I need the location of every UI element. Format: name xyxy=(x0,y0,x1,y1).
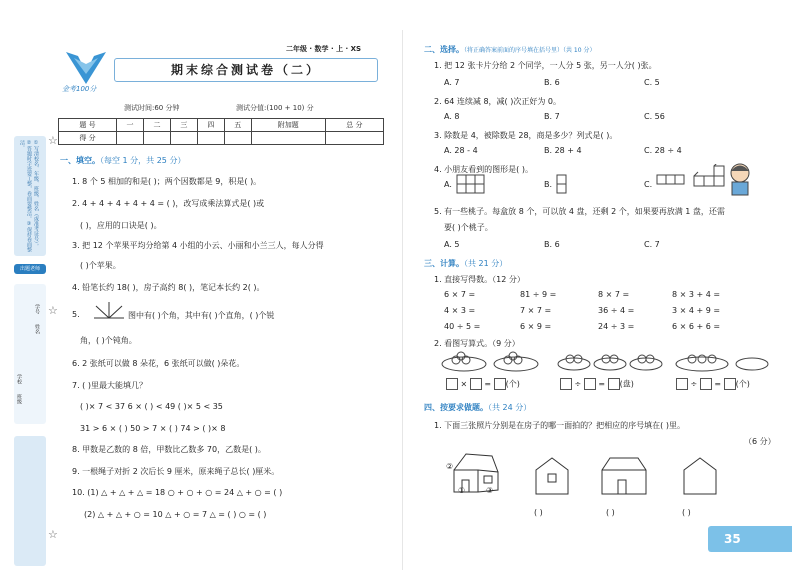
shape-c-icon xyxy=(656,174,686,186)
house-back-icon xyxy=(682,456,718,496)
calc-item: 4 × 3 = xyxy=(444,306,476,315)
question-number: 5. xyxy=(72,310,80,319)
formula-row: ÷ = (个) xyxy=(676,378,750,390)
section-heading: 四、按要求做题。 xyxy=(424,403,488,412)
answer-box[interactable] xyxy=(608,378,620,390)
question-line: ( )，应用的口诀是( )。 xyxy=(80,221,162,230)
peach-plates-icon xyxy=(556,350,666,372)
score-cell[interactable] xyxy=(251,132,325,145)
formula-row: ÷ = (盘) xyxy=(560,378,634,390)
table-row xyxy=(59,132,384,145)
cube-stack-icon xyxy=(692,164,728,194)
calc-item: 8 × 7 = xyxy=(598,290,630,299)
sidebar-notice: ①写清校名、年级、班级、姓名（或准考证号）。②答题时字迹要工整，卷面要整洁。③保持卷面整洁。 xyxy=(19,140,39,252)
calc-item: 8 × 3 + 4 = xyxy=(672,290,721,299)
answer-blank[interactable]: ( ) xyxy=(682,508,691,517)
answer-box[interactable] xyxy=(470,378,482,390)
marker-2: ② xyxy=(446,462,454,471)
score-table xyxy=(58,118,384,145)
calc-item: 6 × 7 = xyxy=(444,290,476,299)
question-line: 1. 8 个 5 相加的和是( )；两个因数都是 9，积是( )。 xyxy=(72,177,262,186)
section-note: （共 24 分） xyxy=(488,403,532,412)
peach-plates-icon xyxy=(672,350,772,372)
unit-label: (个) xyxy=(505,379,520,389)
header-cell: 总 分 xyxy=(325,119,383,132)
option-b[interactable]: B. 6 xyxy=(544,78,560,87)
score-cell[interactable] xyxy=(197,132,224,145)
marker-3: ③ xyxy=(486,486,494,495)
question-line: 3. 除数是 4，被除数是 28，商是多少？列式是( )。 xyxy=(434,131,618,140)
question-line: ( )个苹果。 xyxy=(80,261,121,270)
option-b[interactable]: B. 28 + 4 xyxy=(544,146,582,155)
score-cell[interactable] xyxy=(325,132,383,145)
question-line: 角，( )个钝角。 xyxy=(80,336,137,345)
calc-item: 24 ÷ 3 = xyxy=(598,322,635,331)
option-c[interactable]: C. 28 ÷ 4 xyxy=(644,146,682,155)
answer-box[interactable] xyxy=(700,378,712,390)
child-icon xyxy=(726,162,754,196)
name-label: 姓名 xyxy=(34,324,40,334)
class-label: 班级 xyxy=(16,394,22,404)
option-b[interactable]: B. xyxy=(544,180,553,189)
test-score: 测试分值:(100 + 10) 分 xyxy=(236,104,314,112)
page-number: 35 xyxy=(708,526,792,552)
page-divider xyxy=(402,30,403,570)
angle-figure-icon xyxy=(92,300,126,322)
question-line: 8. 甲数是乙数的 8 倍，甲数比乙数多 70，乙数是( )。 xyxy=(72,445,266,454)
answer-box[interactable] xyxy=(560,378,572,390)
option-c[interactable]: C. 5 xyxy=(644,78,660,87)
score-cell[interactable] xyxy=(224,132,251,145)
section-choice xyxy=(424,44,595,55)
star-icon: ☆ xyxy=(48,134,58,147)
school-label: 学校 xyxy=(16,374,22,384)
marker-1: ① xyxy=(458,486,466,495)
question-line: 2. 64 连续减 8，减( )次正好为 0。 xyxy=(434,97,561,106)
calc-item: 7 × 7 = xyxy=(520,306,552,315)
question-line: (2) △ + △ + ○ = 10 △ + ○ = 7 △ = ( ) ○ = ( ) xyxy=(84,510,267,519)
sidebar-label: 出题老师 xyxy=(19,266,40,272)
house-front-icon xyxy=(600,456,648,496)
option-c[interactable]: C. 56 xyxy=(644,112,665,121)
answer-blank[interactable]: ( ) xyxy=(606,508,615,517)
option-a[interactable]: A. 5 xyxy=(444,240,460,249)
unit-label: (个) xyxy=(735,379,750,389)
question-line: 5. 有一些桃子。每盒放 8 个，可以放 4 盘，还剩 2 个，如果要再放满 1 盘，还需 xyxy=(434,207,725,216)
calc-item: 3 × 4 + 9 = xyxy=(672,306,721,315)
question-line: 31 > 6 × ( ) 50 > 7 × ( ) 74 > ( )× 8 xyxy=(80,424,226,433)
answer-box[interactable] xyxy=(494,378,506,390)
brand-logo xyxy=(58,44,114,94)
shape-a-icon xyxy=(456,174,486,194)
option-a[interactable]: A. xyxy=(444,180,452,189)
header-cell: 四 xyxy=(197,119,224,132)
question-line: 1. 把 12 张卡片分给 2 个同学，一人分 5 张，另一人分( )张。 xyxy=(434,61,657,70)
section-note: （每空 1 分，共 25 分） xyxy=(100,156,186,165)
header-cell: 附加题 xyxy=(251,119,325,132)
grade-tag: 二年级 · 数学 · 上 · XS xyxy=(286,45,362,53)
header-cell: 二 xyxy=(143,119,170,132)
subquestion-title: 1. 直接写得数。（12 分） xyxy=(434,275,525,284)
section-heading: 一、填空。 xyxy=(60,156,100,165)
house-side-icon xyxy=(534,456,570,496)
section-note: （将正确答案前面的序号填在括号里）（共 10 分） xyxy=(464,47,596,54)
unit-label: (盘) xyxy=(619,379,634,389)
option-a[interactable]: A. 7 xyxy=(444,78,460,87)
calc-item: 81 ÷ 9 = xyxy=(520,290,557,299)
formula-row: × = (个) xyxy=(446,378,520,390)
header-cell: 题 号 xyxy=(59,119,117,132)
sidebar-bottom-box xyxy=(14,436,46,566)
calc-item: 36 ÷ 4 = xyxy=(598,306,635,315)
header-cell: 五 xyxy=(224,119,251,132)
star-icon: ☆ xyxy=(48,528,58,541)
question-line: 2. 4 + 4 + 4 + 4 + 4 = ( )，改写成乘法算式是( )或 xyxy=(72,199,265,208)
question-line: 4. 铅笔长约 18( )，房子高约 8( )，笔记本长约 2( )。 xyxy=(72,283,265,292)
calc-item: 6 × 6 + 6 = xyxy=(672,322,721,331)
question-line: 图中有( )个角，其中有( )个直角，( )个锐 xyxy=(128,311,275,320)
calc-item: 40 ÷ 5 = xyxy=(444,322,481,331)
question-line: 10. (1) △ + △ + △ = 18 ○ + ○ + ○ = 24 △ + ○ = ( ) xyxy=(72,488,283,497)
score-cell[interactable] xyxy=(117,132,144,145)
answer-box[interactable] xyxy=(724,378,736,390)
calc-item: 6 × 9 = xyxy=(520,322,552,331)
question-line: ( )× 7 < 37 6 × ( ) < 49 ( )× 5 < 35 xyxy=(80,402,223,411)
option-b[interactable]: B. 7 xyxy=(544,112,560,121)
table-row xyxy=(59,119,384,132)
exam-title: 期末综合测试卷（二） xyxy=(114,58,378,82)
test-time: 测试时间:60 分钟 xyxy=(124,104,180,112)
question-line: 3. 把 12 个苹果平均分给第 4 小组的小云、小丽和小兰三人，每人分得 xyxy=(72,241,324,250)
answer-box[interactable] xyxy=(676,378,688,390)
student-id-label: 学号 xyxy=(34,304,40,314)
option-c[interactable]: C. xyxy=(644,180,653,189)
question-line: 9. 一根绳子对折 2 次后长 9 厘米，原来绳子总长( )厘米。 xyxy=(72,467,280,476)
points-label: （6 分） xyxy=(744,437,776,446)
score-cell[interactable] xyxy=(143,132,170,145)
section-fill-blanks xyxy=(60,155,185,166)
notice-box xyxy=(14,136,46,256)
peach-plates-icon xyxy=(440,350,550,372)
star-icon: ☆ xyxy=(48,304,58,317)
section-heading: 三、计算。 xyxy=(424,259,464,268)
answer-box[interactable] xyxy=(584,378,596,390)
subquestion-title: 2. 看图写算式。（9 分） xyxy=(434,339,520,348)
header-cell: 三 xyxy=(170,119,197,132)
shape-b-icon xyxy=(556,174,568,194)
section-tasks xyxy=(424,402,531,413)
header-cell: 一 xyxy=(117,119,144,132)
logo-text: 金考100分 xyxy=(62,85,97,93)
score-label: 得 分 xyxy=(59,132,117,145)
sidebar-label-box xyxy=(14,264,46,274)
question-line: 1. 下面三张照片分别是在房子的哪一面拍的？把相应的序号填在( )里。 xyxy=(434,421,685,430)
binding-sidebar xyxy=(4,36,58,576)
option-a[interactable]: A. 28 - 4 xyxy=(444,146,478,155)
section-calculation xyxy=(424,258,507,269)
section-note: （共 21 分） xyxy=(464,259,508,268)
option-b[interactable]: B. 6 xyxy=(544,240,560,249)
answer-box[interactable] xyxy=(446,378,458,390)
student-info-box xyxy=(14,284,46,424)
answer-blank[interactable]: ( ) xyxy=(534,508,543,517)
option-c[interactable]: C. 7 xyxy=(644,240,660,249)
score-cell[interactable] xyxy=(170,132,197,145)
section-heading: 二、选择。 xyxy=(424,45,464,54)
option-a[interactable]: A. 8 xyxy=(444,112,460,121)
house-3d-icon xyxy=(444,450,504,496)
question-line: 4. 小朋友看到的图形是( )。 xyxy=(434,165,533,174)
question-line: 6. 2 张纸可以做 8 朵花，6 张纸可以做( )朵花。 xyxy=(72,359,245,368)
question-line: 7. ( )里最大能填几？ xyxy=(72,381,147,390)
question-line: 要( )个桃子。 xyxy=(444,223,493,232)
